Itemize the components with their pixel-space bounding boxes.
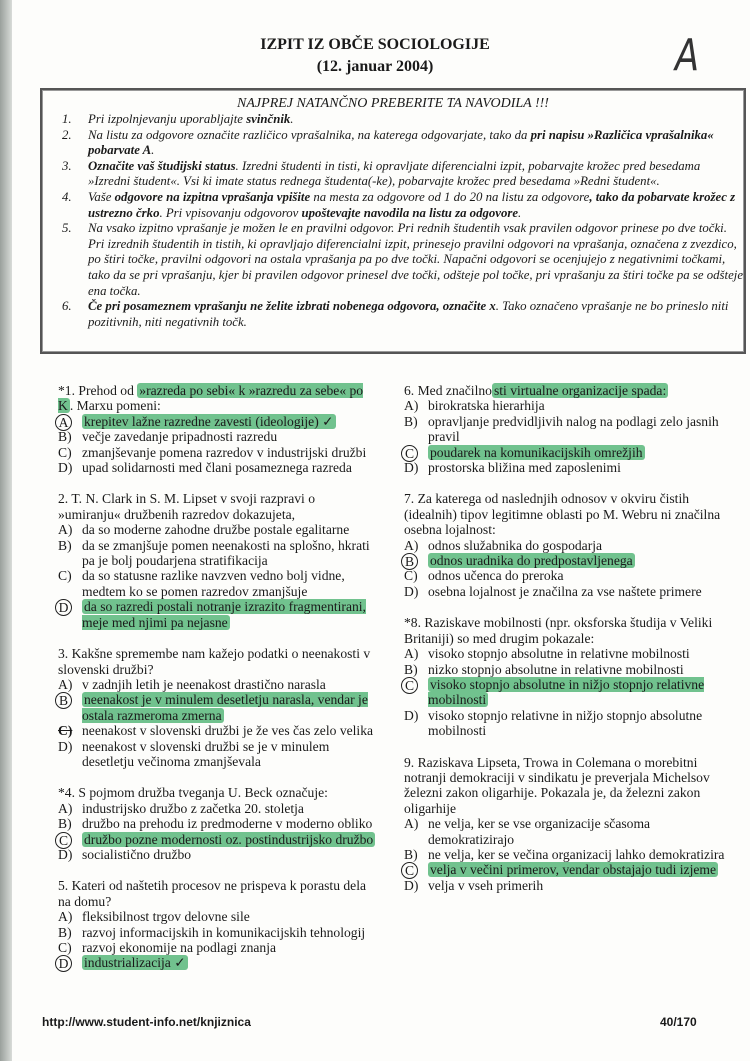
circled-answer-letter: B xyxy=(401,553,418,570)
instructions-box xyxy=(40,88,746,354)
answer-text: visoko stopnjo absolutne in relativne mobilnosti xyxy=(428,646,690,662)
answer-option xyxy=(404,568,734,583)
highlighted-text: sti virtualne organizacije spada: xyxy=(493,383,667,398)
instruction-number: 1. xyxy=(62,112,72,126)
answer-letter: B) xyxy=(58,537,72,553)
answer-text: industrijsko družbo z začetka 20. stoletja xyxy=(82,800,304,816)
instructions-heading: NAJPREJ NATANČNO PREBERITE TA NAVODILA !!! xyxy=(237,96,549,111)
answer-text: prostorska bližina med zaposlenimi xyxy=(428,460,621,476)
stem-text: 6. Med značilno xyxy=(404,383,492,398)
instruction-number: 4. xyxy=(62,189,72,204)
instruction-number: 3. xyxy=(62,158,72,173)
answer-letter: A) xyxy=(404,398,419,414)
answer-option xyxy=(58,925,376,940)
answer-letter: A) xyxy=(404,537,419,553)
circled-answer-letter: D xyxy=(55,599,72,616)
answer-text: zmanjševanje pomena razredov v industrijski družbi xyxy=(82,444,367,460)
answer-text: neenakost v slovenski družbi je že ves čas zelo velika xyxy=(82,723,374,739)
question xyxy=(404,491,734,599)
answer-text: da so statusne razlike navzven vedno bolj vidne, medtem ko se pomen razredov zmanjšuje xyxy=(82,568,345,599)
question xyxy=(404,383,734,475)
stem-text: 9. Raziskava Lipseta, Trowa in Colemana o morebitni notranji demokraciji v sindikatu je preverjala Michelsov železni zakon oligarhije. Pokazala je, da železni zakon oligarhije xyxy=(404,754,710,816)
answer-text: da so razredi postali notranje izrazito fragmentirani, meje med njimi pa nejasne xyxy=(82,599,366,630)
instruction-item xyxy=(62,128,744,159)
answer-option xyxy=(58,568,376,599)
scan-edge xyxy=(0,0,12,1061)
answer-text: ne velja, ker se vse organizacije sčasoma demokratizirajo xyxy=(428,816,651,847)
answer-text: odnos uradnika do predpostavljenega xyxy=(430,553,633,569)
answer-letter: C) xyxy=(58,568,72,584)
answer-letter: C) xyxy=(58,940,72,955)
question-stem xyxy=(404,491,734,537)
answer-text: da se zmanjšuje pomen neenakosti na splošno, hkrati pa je bolj poudarjena stratifikacija xyxy=(82,537,370,569)
answer-option xyxy=(58,723,376,738)
answer-text: industrializacija ✓ xyxy=(84,955,186,971)
answer-text: ne velja, ker se večina organizacij lahko demokratizira xyxy=(428,846,725,862)
instruction-text: na mesta za odgovore od 1 do 20 na listu za odgovore xyxy=(310,189,590,204)
question xyxy=(58,878,376,970)
answer-option xyxy=(58,739,376,770)
answer-option xyxy=(58,832,376,847)
answer-text: da so moderne zahodne družbe postale egalitarne xyxy=(82,522,350,538)
circled-answer-letter: D xyxy=(55,955,72,972)
instruction-number: 6. xyxy=(62,299,72,314)
instruction-text: Vaše xyxy=(88,189,115,204)
question-stem xyxy=(404,755,734,817)
answer-letter: A) xyxy=(58,676,73,692)
answer-option xyxy=(58,460,376,475)
answer-text: opravljanje predvidljivih nalog na podlagi zelo jasnih pravil xyxy=(428,413,719,445)
answer-letter: B) xyxy=(404,846,418,862)
answer-option xyxy=(404,847,734,862)
answer-option xyxy=(404,460,734,475)
answer-letter: D) xyxy=(404,460,419,476)
answer-text: poudarek na komunikacijskih omrežjih xyxy=(430,444,643,460)
instruction-text: Na listu za odgovore označite različico vprašalnika, na katerega odgovarjate, tako da xyxy=(88,127,531,142)
answer-option xyxy=(404,584,734,599)
highlighted-text: »razreda po sebi« k »razredu za sebe« po K xyxy=(58,383,364,414)
stem-text: 2. T. N. Clark in S. M. Lipset v svoji razpravi o »umiranju« družbenih razredov dokazujeta, xyxy=(58,491,315,522)
answer-option xyxy=(404,553,734,568)
answer-text: odnos služabnika do gospodarja xyxy=(428,537,603,553)
answer-option xyxy=(404,538,734,553)
question xyxy=(58,491,376,630)
circled-answer-letter: C xyxy=(401,445,418,462)
answer-option xyxy=(58,445,376,460)
question-stem xyxy=(58,878,376,909)
answer-option xyxy=(404,878,734,893)
page-number: 40/170 xyxy=(660,1015,697,1029)
answer-text: večje zavedanje pripadnosti razredu xyxy=(82,429,278,445)
question xyxy=(58,646,376,769)
answer-option xyxy=(404,445,734,460)
answer-text: odnos učenca do preroka xyxy=(428,568,564,584)
stem-text: 7. Za katerega od naslednjih odnosov v okviru čistih (idealnih) tipov legitimne oblasti po M. Webru ni značilna osebna lojalnost: xyxy=(404,491,721,538)
answer-option xyxy=(404,816,734,847)
instruction-text: Pri izpolnjevanju uporabljajte xyxy=(88,112,247,126)
answer-letter: A) xyxy=(58,909,73,925)
answer-option xyxy=(404,677,734,708)
answer-letter: D) xyxy=(58,460,73,476)
answer-letter: C) xyxy=(404,568,418,584)
answer-text: visoko stopnjo absolutne in nižjo stopnjo relativne mobilnosti xyxy=(428,676,705,708)
answer-option xyxy=(58,909,376,924)
answer-letter: D) xyxy=(58,846,73,862)
question-stem xyxy=(58,785,376,800)
answer-letter: D) xyxy=(58,738,73,754)
exam-date: (12. januar 2004) xyxy=(316,58,434,75)
instruction-text: upoštevajte navodila na listu za odgovore xyxy=(301,205,519,220)
question-stem xyxy=(404,383,734,398)
answer-text: osebna lojalnost je značilna za vse naštete primere xyxy=(428,583,702,599)
answer-text: krepitev lažne razredne zavesti (ideologije) ✓ xyxy=(84,413,334,429)
circled-answer-letter: C xyxy=(401,677,418,694)
answer-text: neenakost je v minulem desetletju narasla, vendar je ostala razmeroma zmerna xyxy=(82,692,368,723)
instruction-text: . xyxy=(290,112,294,126)
instruction-text: . Izredni študenti in tisti, ki opravljate diferencialni izpit, pobarvajte krožec pred besedama »Izredni študent«. Vsi ki imate status rednega študenta(-ke), pobarvajte krožec pred besedama »Redni študent«. xyxy=(88,158,701,189)
question xyxy=(58,383,376,475)
answer-text: v zadnjih letih je neenakost drastično narasla xyxy=(82,676,326,692)
answer-text: družbo na prehodu iz predmoderne v moderno obliko xyxy=(82,816,373,832)
answer-text: razvoj ekonomije na podlagi znanja xyxy=(82,940,277,955)
stem-text: *4. S pojmom družba tveganja U. Beck označuje: xyxy=(58,785,328,801)
circled-answer-letter: A xyxy=(55,414,72,431)
answer-letter: D) xyxy=(404,583,419,599)
exam-title: IZPIT IZ OBČE SOCIOLOGIJE xyxy=(260,36,490,53)
question xyxy=(404,755,734,894)
instruction-text: , tako da pobarvate krožec z ustrezno črko xyxy=(88,189,736,220)
answer-option xyxy=(58,801,376,816)
question xyxy=(58,785,376,862)
answer-option xyxy=(404,646,734,661)
circled-answer-letter: C xyxy=(401,862,418,879)
answer-letter: B) xyxy=(404,661,418,677)
answer-option xyxy=(58,955,376,970)
instruction-item xyxy=(62,299,744,330)
instruction-item xyxy=(62,159,744,190)
answer-letter: D) xyxy=(404,707,419,723)
question-stem xyxy=(404,615,734,646)
instruction-item xyxy=(62,190,744,221)
stem-text: 5. Kateri od naštetih procesov ne prispeva k porastu dela na domu? xyxy=(58,878,367,909)
answer-letter: B) xyxy=(404,413,418,429)
answer-option xyxy=(404,414,734,445)
stem-text: *8. Raziskave mobilnosti (npr. oksforska študija v Veliki Britaniji) so med drugim pokazale: xyxy=(404,615,713,646)
instruction-text: Na vsako izpitno vprašanje je možen le en pravilni odgovor. Pri rednih študentih vsak pravilen odgovor prinese po dve točki. Pri izrednih študentih in tistih, ki opravljajo diferencialni izpit, prinesejo pravilni odgovori na vprašanja, označena z zvezdico, po štiri točke, pravilni odgovori na ostala vprašanja pa po dve točki. Napačni odgovori se ocenjujejo z negativnimi točkami, tako da se pri vprašanju, kjer bi pravilen odgovor prinesel dve točki, odšteje pol točke, pri vprašanju za štiri točke pa se odšteje ena točka. xyxy=(88,221,744,298)
circled-answer-letter: C xyxy=(55,832,72,849)
answer-letter: A) xyxy=(404,816,419,832)
answer-option xyxy=(58,816,376,831)
instruction-text: svinčnik xyxy=(246,112,291,126)
answer-option xyxy=(58,599,376,630)
instruction-text: odgovore na izpitna vprašanja vpišite xyxy=(114,189,311,204)
instruction-text: . Tako označeno vprašanje ne bo prineslo niti pozitivnih, niti negativnih točk. xyxy=(88,299,729,329)
instruction-text: . xyxy=(518,205,522,220)
answer-letter: B) xyxy=(58,816,72,832)
answer-option xyxy=(58,429,376,444)
instruction-text: . xyxy=(151,143,155,158)
instruction-item xyxy=(62,112,744,128)
instruction-item xyxy=(62,221,744,299)
answer-option xyxy=(404,398,734,413)
instruction-text: . Pri vpisovanju odgovorov xyxy=(159,205,302,220)
answer-letter: A) xyxy=(58,522,73,538)
answer-text: neenakost v slovenski družbi se je v minulem desetletju večinoma zmanjševala xyxy=(82,738,330,769)
question-stem xyxy=(58,383,376,414)
circled-answer-letter: B xyxy=(55,692,72,709)
instruction-number: 2. xyxy=(62,127,72,142)
instructions-list xyxy=(42,112,744,330)
instruction-number: 5. xyxy=(62,221,72,236)
answer-text: velja v vseh primerih xyxy=(428,877,544,893)
answer-option xyxy=(58,538,376,569)
answer-option xyxy=(58,847,376,862)
answer-letter: B) xyxy=(58,924,72,940)
stem-text: *1. Prehod od xyxy=(58,383,138,398)
question-stem xyxy=(58,491,376,522)
answer-option xyxy=(404,708,734,739)
answer-option xyxy=(404,862,734,877)
footer-url[interactable]: http://www.student-info.net/knjiznica xyxy=(42,1015,251,1029)
answer-option xyxy=(58,414,376,429)
answer-option xyxy=(58,940,376,955)
answer-letter: A) xyxy=(58,800,73,816)
instruction-text: Označite vaš študijski status xyxy=(88,158,236,173)
question-stem xyxy=(58,646,376,677)
answer-text: visoko stopnjo relativne in nižjo stopnjo absolutne mobilnosti xyxy=(428,707,703,739)
handwritten-variant-mark: A xyxy=(675,30,700,81)
answer-text: nizko stopnjo absolutne in relativne mobilnosti xyxy=(428,661,684,677)
answer-text: upad solidarnosti med člani posameznega razreda xyxy=(82,460,352,476)
answer-text: socialistično družbo xyxy=(82,846,192,862)
questions-left-column xyxy=(58,383,376,987)
answer-letter: A) xyxy=(404,646,419,662)
answer-option xyxy=(404,662,734,677)
answer-option xyxy=(58,692,376,723)
question xyxy=(404,615,734,738)
answer-text: birokratska hierarhija xyxy=(428,398,545,414)
answer-text: velja v večini primerov, vendar obstajajo tudi izjeme xyxy=(430,862,716,878)
questions-right-column xyxy=(404,383,734,909)
answer-text: družbo pozne modernosti oz. postindustrijsko družbo xyxy=(84,831,374,847)
stem-text: . Marxu pomeni: xyxy=(69,398,161,414)
instruction-text: pri napisu »Različica vprašalnika« pobarvate A xyxy=(88,127,714,158)
answer-letter: D) xyxy=(404,877,419,893)
answer-option xyxy=(58,677,376,692)
answer-letter: B) xyxy=(58,429,72,445)
answer-option xyxy=(58,522,376,537)
answer-letter: C) xyxy=(58,444,72,460)
instruction-text: Če pri posameznem vprašanju ne želite izbrati nobenega odgovora, označite x xyxy=(88,299,496,314)
answer-text: razvoj informacijskih in komunikacijskih tehnologij xyxy=(82,924,366,940)
answer-text: fleksibilnost trgov delovne sile xyxy=(82,909,250,925)
answer-letter: C) xyxy=(58,723,73,739)
stem-text: 3. Kakšne spremembe nam kažejo podatki o neenakosti v slovenski družbi? xyxy=(58,646,371,677)
